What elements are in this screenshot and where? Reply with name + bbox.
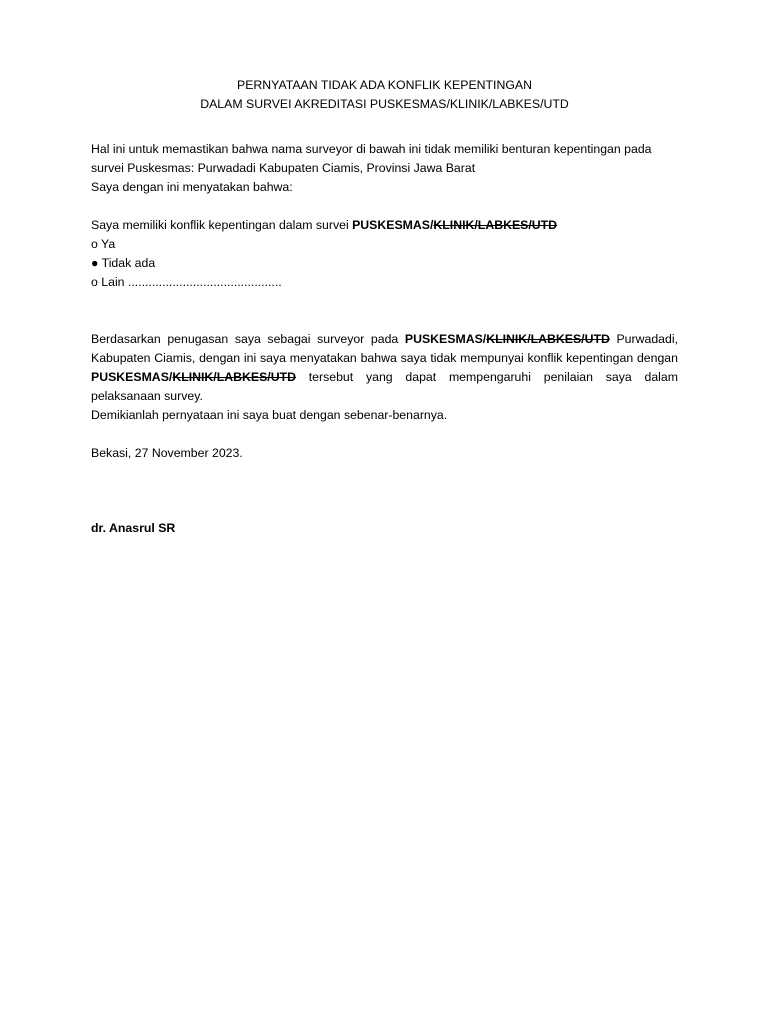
- declaration-paragraph: [91, 330, 678, 406]
- option-marker-tidak-ada: ●: [91, 256, 99, 270]
- intro-line-2: survei Puskesmas: Purwadadi Kabupaten Ciamis, Provinsi Jawa Barat: [91, 161, 476, 175]
- intro-line-1: Hal ini untuk memastikan bahwa nama surveyor di bawah ini tidak memiliki benturan kepentingan pada: [91, 142, 652, 156]
- option-label-lain: Lain .............................................: [101, 275, 282, 289]
- option-label-ya: Ya: [101, 237, 116, 251]
- document-subtitle: DALAM SURVEI AKREDITASI PUSKESMAS/KLINIK/LABKES/UTD: [200, 97, 569, 111]
- declaration-part-1: Berdasarkan penugasan saya sebagai surveyor pada: [91, 332, 405, 346]
- place-date: Bekasi, 27 November 2023.: [91, 446, 243, 460]
- document-page: [91, 76, 678, 538]
- declaration-puskesmas-1: PUSKESMAS/: [404, 332, 487, 346]
- conflict-option-tidak-ada: [91, 254, 678, 273]
- conflict-option-ya: [91, 235, 678, 254]
- declaration-part-3: tersebut yang dapat mempengaruhi penilaian saya dalam pelaksanaan survey.: [91, 370, 678, 403]
- option-marker-ya: o: [91, 237, 98, 251]
- conflict-question: [91, 216, 678, 235]
- conflict-option-lain: [91, 273, 678, 292]
- intro-paragraph: [91, 140, 678, 197]
- signer-name: dr. Anasrul SR: [91, 521, 176, 535]
- conflict-question-puskesmas: PUSKESMAS/: [352, 218, 434, 232]
- declaration-part-2: Purwadadi, Kabupaten Ciamis, dengan ini saya menyatakan bahwa saya tidak mempunyai konflik kepentingan dengan: [91, 332, 679, 365]
- conflict-question-block: [91, 216, 678, 292]
- conflict-question-struck: KLINIK/LABKES/UTD: [433, 218, 558, 232]
- declaration-struck-1: KLINIK/LABKES/UTD: [486, 332, 610, 346]
- option-label-tidak-ada: Tidak ada: [101, 256, 156, 270]
- intro-line-3: Saya dengan ini menyatakan bahwa:: [91, 180, 293, 194]
- declaration-struck-2: KLINIK/LABKES/UTD: [172, 370, 296, 384]
- document-title: PERNYATAAN TIDAK ADA KONFLIK KEPENTINGAN: [237, 78, 532, 92]
- conflict-question-text: Saya memiliki konflik kepentingan dalam survei: [91, 218, 353, 232]
- declaration-puskesmas-2: PUSKESMAS/: [91, 370, 173, 384]
- option-marker-lain: o: [91, 275, 98, 289]
- closing-statement: Demikianlah pernyataan ini saya buat dengan sebenar-benarnya.: [91, 408, 448, 422]
